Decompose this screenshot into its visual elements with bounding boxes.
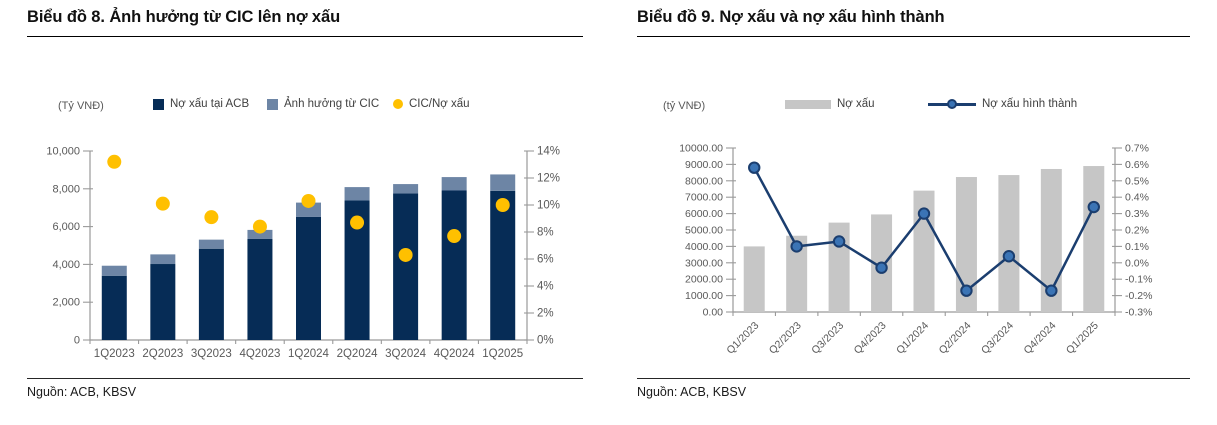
chart-card-bieu-do-8 — [27, 8, 583, 418]
left-axis-tick-label: 9000.00 — [685, 158, 723, 171]
left-axis-tick-label: 0.00 — [702, 306, 723, 319]
legend-item — [153, 98, 249, 110]
line-marker — [919, 208, 929, 218]
x-tick-label: Q2/2024 — [936, 319, 974, 357]
source-note — [637, 378, 1190, 399]
left-axis-tick-label: 0 — [73, 334, 80, 347]
x-tick-label: Q3/2024 — [979, 319, 1017, 357]
scatter-dot — [302, 194, 316, 208]
right-axis-tick-label: 0.4% — [1125, 191, 1149, 204]
bar-segment — [1083, 166, 1104, 312]
bar-segment — [102, 276, 127, 340]
x-tick-label: 2Q2024 — [336, 348, 378, 360]
line-marker — [791, 241, 801, 251]
source-text: Nguồn: ACB, KBSV — [637, 385, 747, 399]
left-axis-tick-label: 6000.00 — [685, 208, 723, 221]
x-tick-label: 2Q2023 — [142, 348, 184, 360]
right-axis-tick-label: 0.1% — [1125, 240, 1149, 253]
left-axis-tick-label: 1000.00 — [685, 290, 723, 303]
right-axis-tick-label: 14% — [537, 145, 561, 158]
bar-segment — [490, 191, 515, 340]
legend-bar-swatch — [785, 100, 831, 109]
x-tick-label: 1Q2024 — [288, 348, 329, 360]
scatter-dot — [253, 220, 267, 234]
bar-line-chart-canvas — [637, 138, 1190, 380]
right-axis-tick-label: -0.2% — [1125, 290, 1153, 303]
scatter-dot — [447, 229, 461, 243]
legend-label: CIC/Nợ xấu — [409, 98, 470, 110]
scatter-dot — [350, 216, 364, 230]
x-tick-label: Q4/2024 — [1021, 319, 1059, 357]
bar-segment — [150, 254, 175, 264]
scatter-dot — [107, 155, 121, 169]
right-axis-tick-label: 4% — [537, 280, 554, 293]
x-tick-label: 4Q2023 — [239, 348, 281, 360]
legend-line-swatch — [928, 99, 976, 110]
legend-label: Nợ xấu — [837, 98, 875, 110]
bar-segment — [393, 184, 418, 193]
legend-label: Nợ xấu hình thành — [982, 98, 1078, 110]
line-marker — [1046, 285, 1056, 295]
left-axis-tick-label: 2,000 — [52, 296, 80, 309]
bar-segment — [442, 177, 467, 190]
right-axis-tick-label: 12% — [537, 172, 561, 185]
right-axis-tick-label: 8% — [537, 226, 554, 239]
left-axis-tick-label: 10,000 — [46, 145, 80, 158]
left-axis-tick-label: 8000.00 — [685, 175, 723, 188]
right-axis-tick-label: 6% — [537, 253, 554, 266]
bar-segment — [296, 217, 321, 340]
legend — [637, 98, 1190, 116]
right-axis-tick-label: -0.1% — [1125, 273, 1153, 286]
scatter-dot — [156, 197, 170, 211]
left-axis-unit-label: (tỷ VNĐ) — [663, 100, 706, 112]
right-axis-tick-label: 0.2% — [1125, 224, 1149, 237]
bar-segment — [442, 191, 467, 340]
legend-dot-swatch — [393, 99, 403, 109]
line-marker — [749, 162, 759, 172]
bar-segment — [199, 249, 224, 340]
legend — [27, 98, 583, 116]
source-text: Nguồn: ACB, KBSV — [27, 385, 137, 399]
source-note — [27, 378, 583, 399]
legend-item — [928, 98, 1077, 110]
x-tick-label: Q2/2023 — [766, 319, 804, 357]
x-tick-label: 1Q2025 — [482, 348, 524, 360]
chart-card-bieu-do-9 — [637, 8, 1190, 418]
line-marker — [961, 285, 971, 295]
right-axis-tick-label: 0.3% — [1125, 208, 1149, 221]
x-tick-label: 4Q2024 — [433, 348, 475, 360]
x-tick-label: Q3/2023 — [809, 319, 847, 357]
right-axis-tick-label: 0.6% — [1125, 158, 1149, 171]
left-axis-tick-label: 2000.00 — [685, 273, 723, 286]
stacked-bar-scatter-chart-canvas — [27, 138, 583, 374]
bar-segment — [102, 266, 127, 276]
bar-segment — [744, 246, 765, 312]
legend-label: Ảnh hưởng từ CIC — [284, 98, 380, 110]
bar-segment — [393, 194, 418, 340]
left-axis-tick-label: 5000.00 — [685, 224, 723, 237]
left-axis-tick-label: 3000.00 — [685, 257, 723, 270]
scatter-dot — [399, 248, 413, 262]
left-axis-tick-label: 4000.00 — [685, 240, 723, 253]
right-axis-tick-label: 0.7% — [1125, 142, 1149, 155]
bar-segment — [490, 174, 515, 190]
x-tick-label: Q1/2024 — [894, 319, 932, 357]
left-axis-unit-label: (Tỷ VNĐ) — [58, 100, 104, 112]
right-axis-tick-label: 10% — [537, 199, 561, 212]
x-tick-label: 3Q2023 — [190, 348, 232, 360]
bar-segment — [998, 175, 1019, 312]
bar-segment — [150, 264, 175, 340]
bar-segment — [345, 187, 370, 200]
x-tick-label: 3Q2024 — [385, 348, 427, 360]
legend-item — [267, 98, 379, 110]
right-axis-tick-label: 0% — [537, 334, 554, 347]
right-axis-tick-label: 0.5% — [1125, 175, 1149, 188]
right-axis-tick-label: 0.0% — [1125, 257, 1149, 270]
bar-segment — [199, 240, 224, 249]
x-tick-label: 1Q2023 — [93, 348, 135, 360]
left-axis-tick-label: 6,000 — [52, 221, 80, 234]
line-marker — [834, 236, 844, 246]
chart-title: Biểu đồ 8. Ảnh hưởng từ CIC lên nợ xấu — [27, 8, 583, 37]
right-axis-tick-label: 2% — [537, 307, 554, 320]
line-marker — [876, 263, 886, 273]
scatter-dot — [496, 198, 510, 212]
legend-item — [785, 98, 875, 110]
x-tick-label: Q1/2023 — [724, 319, 762, 357]
scatter-dot — [204, 210, 218, 224]
bar-segment — [247, 239, 272, 340]
legend-square-swatch — [267, 99, 278, 110]
left-axis-tick-label: 4,000 — [52, 258, 80, 271]
legend-label: Nợ xấu tại ACB — [170, 98, 250, 110]
line-marker — [1089, 202, 1099, 212]
x-tick-label: Q4/2023 — [851, 319, 889, 357]
left-axis-tick-label: 10000.00 — [679, 142, 723, 155]
x-tick-label: Q1/2025 — [1063, 319, 1101, 357]
legend-item — [393, 98, 470, 110]
line-marker — [1004, 251, 1014, 261]
right-axis-tick-label: -0.3% — [1125, 306, 1153, 319]
left-axis-tick-label: 7000.00 — [685, 191, 723, 204]
legend-square-swatch — [153, 99, 164, 110]
left-axis-tick-label: 8,000 — [52, 183, 80, 196]
chart-title: Biểu đồ 9. Nợ xấu và nợ xấu hình thành — [637, 8, 1190, 37]
